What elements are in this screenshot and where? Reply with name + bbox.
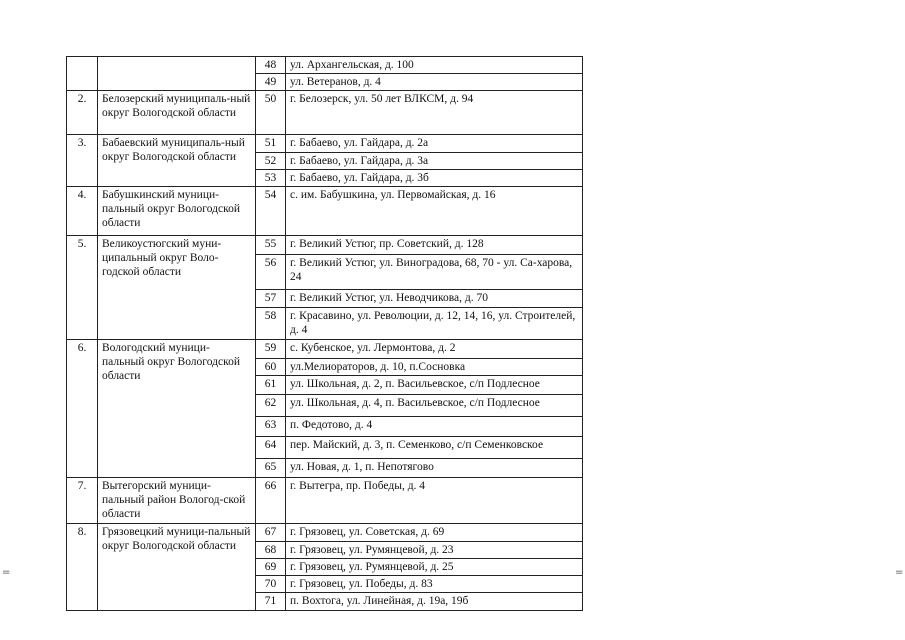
district-number-cell: 2. bbox=[67, 91, 98, 135]
station-address-cell: с. им. Бабушкина, ул. Первомайская, д. 16 bbox=[286, 187, 583, 236]
district-number-cell: 3. bbox=[67, 135, 98, 187]
station-address-cell: г. Грязовец, ул. Румянцевой, д. 23 bbox=[286, 542, 583, 559]
district-name-cell: Вологодский муници-пальный округ Вологодской области bbox=[98, 340, 256, 478]
station-address-cell: г. Грязовец, ул. Советская, д. 69 bbox=[286, 524, 583, 542]
station-number-cell: 69 bbox=[256, 559, 286, 576]
station-number-cell: 70 bbox=[256, 576, 286, 593]
district-name-cell: Грязовецкий муници-пальный округ Вологодской области bbox=[98, 524, 256, 611]
table-row bbox=[67, 91, 583, 135]
table-row bbox=[67, 187, 583, 236]
district-number-cell bbox=[67, 57, 98, 91]
station-number-cell: 56 bbox=[256, 255, 286, 290]
station-address-cell: п. Федотово, д. 4 bbox=[286, 417, 583, 437]
station-address-cell: г. Великий Устюг, ул. Неводчикова, д. 70 bbox=[286, 290, 583, 308]
station-number-cell: 55 bbox=[256, 236, 286, 255]
station-number-cell: 63 bbox=[256, 417, 286, 437]
station-number-cell: 61 bbox=[256, 376, 286, 395]
station-number-cell: 68 bbox=[256, 542, 286, 559]
station-number-cell: 54 bbox=[256, 187, 286, 236]
table-body bbox=[67, 57, 583, 611]
station-address-cell: г. Грязовец, ул. Румянцевой, д. 25 bbox=[286, 559, 583, 576]
station-address-cell: г. Бабаево, ул. Гайдара, д. 2а bbox=[286, 135, 583, 153]
station-number-cell: 50 bbox=[256, 91, 286, 135]
table-row bbox=[67, 478, 583, 524]
station-number-cell: 58 bbox=[256, 308, 286, 340]
station-address-cell: п. Вохтога, ул. Линейная, д. 19а, 19б bbox=[286, 593, 583, 611]
table-row bbox=[67, 524, 583, 542]
station-address-cell: с. Кубенское, ул. Лермонтова, д. 2 bbox=[286, 340, 583, 359]
station-number-cell: 60 bbox=[256, 359, 286, 376]
station-address-cell: г. Бабаево, ул. Гайдара, д. 3а bbox=[286, 153, 583, 170]
station-address-cell: г. Красавино, ул. Революции, д. 12, 14, 16, ул. Строителей, д. 4 bbox=[286, 308, 583, 340]
station-number-cell: 67 bbox=[256, 524, 286, 542]
station-number-cell: 53 bbox=[256, 170, 286, 187]
station-address-cell: ул. Школьная, д. 2, п. Васильевское, с/п Подлесное bbox=[286, 376, 583, 395]
station-number-cell: 57 bbox=[256, 290, 286, 308]
station-number-cell: 64 bbox=[256, 437, 286, 459]
district-number-cell: 6. bbox=[67, 340, 98, 478]
station-address-cell: ул. Архангельская, д. 100 bbox=[286, 57, 583, 74]
left-margin-mark: = bbox=[2, 567, 11, 578]
station-address-cell: ул. Школьная, д. 4, п. Васильевское, с/п Подлесное bbox=[286, 395, 583, 417]
station-number-cell: 59 bbox=[256, 340, 286, 359]
table-row bbox=[67, 135, 583, 153]
district-name-cell: Вытегорский муници-пальный район Вологод-ской области bbox=[98, 478, 256, 524]
station-address-cell: г. Великий Устюг, пр. Советский, д. 128 bbox=[286, 236, 583, 255]
district-number-cell: 7. bbox=[67, 478, 98, 524]
district-name-cell: Белозерский муниципаль-ный округ Вологодской области bbox=[98, 91, 256, 135]
station-number-cell: 52 bbox=[256, 153, 286, 170]
station-number-cell: 65 bbox=[256, 459, 286, 478]
station-address-cell: ул.Мелиораторов, д. 10, п.Сосновка bbox=[286, 359, 583, 376]
polling-stations-table bbox=[66, 56, 583, 611]
station-address-cell: г. Бабаево, ул. Гайдара, д. 3б bbox=[286, 170, 583, 187]
district-name-cell: Бабаевский муниципаль-ный округ Вологодской области bbox=[98, 135, 256, 187]
table-row bbox=[67, 236, 583, 255]
district-number-cell: 8. bbox=[67, 524, 98, 611]
district-number-cell: 4. bbox=[67, 187, 98, 236]
station-address-cell: ул. Ветеранов, д. 4 bbox=[286, 74, 583, 91]
station-number-cell: 49 bbox=[256, 74, 286, 91]
station-number-cell: 66 bbox=[256, 478, 286, 524]
table-row bbox=[67, 57, 583, 74]
station-address-cell: г. Белозерск, ул. 50 лет ВЛКСМ, д. 94 bbox=[286, 91, 583, 135]
right-margin-mark: = bbox=[895, 567, 904, 578]
station-number-cell: 62 bbox=[256, 395, 286, 417]
station-address-cell: г. Грязовец, ул. Победы, д. 83 bbox=[286, 576, 583, 593]
district-number-cell: 5. bbox=[67, 236, 98, 340]
district-name-cell bbox=[98, 57, 256, 91]
station-address-cell: г. Великий Устюг, ул. Виноградова, 68, 70 - ул. Са-харова, 24 bbox=[286, 255, 583, 290]
station-address-cell: пер. Майский, д. 3, п. Семенково, с/п Семенковское bbox=[286, 437, 583, 459]
station-number-cell: 71 bbox=[256, 593, 286, 611]
station-address-cell: г. Вытегра, пр. Победы, д. 4 bbox=[286, 478, 583, 524]
station-address-cell: ул. Новая, д. 1, п. Непотягово bbox=[286, 459, 583, 478]
table-row bbox=[67, 340, 583, 359]
district-name-cell: Великоустюгский муни-ципальный округ Воло-годской области bbox=[98, 236, 256, 340]
station-number-cell: 51 bbox=[256, 135, 286, 153]
station-number-cell: 48 bbox=[256, 57, 286, 74]
district-name-cell: Бабушкинский муници-пальный округ Вологодской области bbox=[98, 187, 256, 236]
